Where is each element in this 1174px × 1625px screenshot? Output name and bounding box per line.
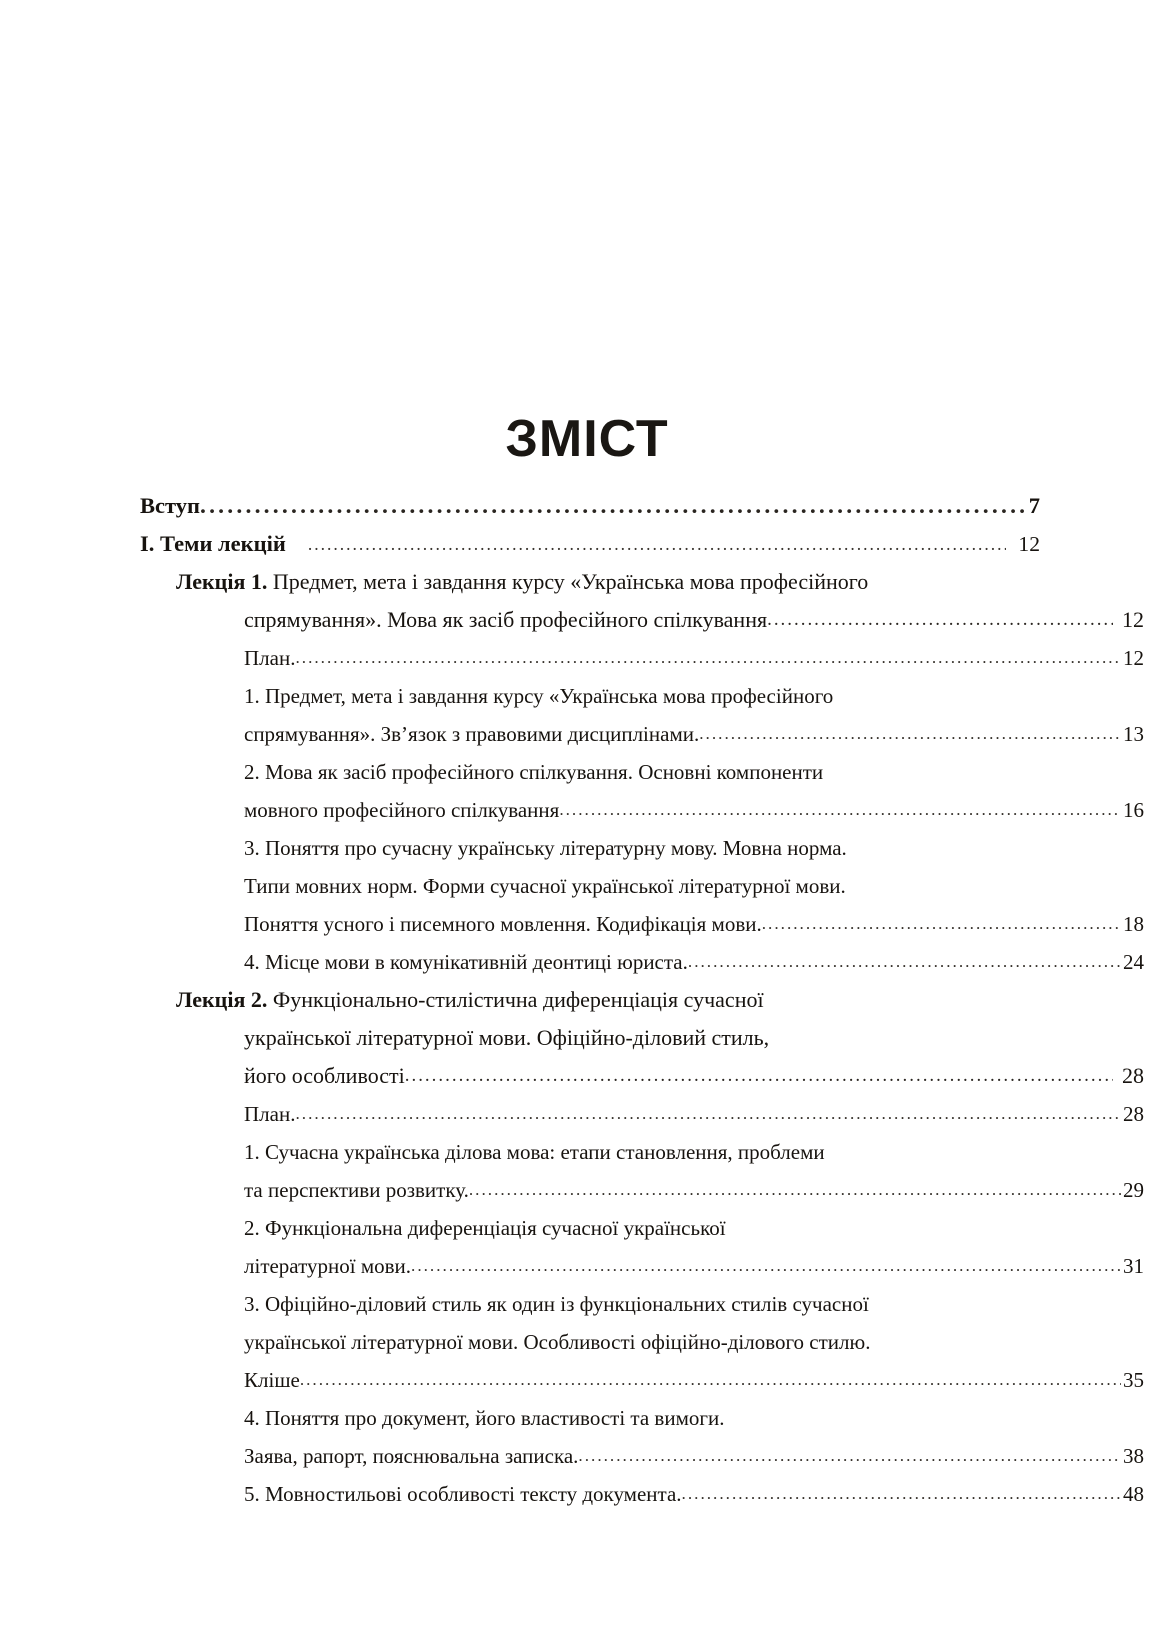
- dot-leader: [286, 541, 1007, 564]
- toc-entry-lekciya-2-plan: [244, 1095, 1144, 1133]
- lecture-label: Лекція 1.: [176, 569, 268, 594]
- toc-page-number: 7: [1028, 493, 1040, 518]
- toc-entry-text: Вступ: [140, 493, 200, 518]
- toc-page-number: 48: [1123, 1482, 1144, 1506]
- table-of-contents: [140, 487, 1144, 1513]
- toc-entry-lekciya-1-item-4: [244, 943, 1144, 981]
- toc-entry-lekciya-1-item-3-line-3: [244, 905, 1144, 943]
- toc-page-number: 12: [1018, 532, 1040, 556]
- toc-entry-text: План.: [244, 1102, 296, 1126]
- toc-page-number: 13: [1123, 722, 1144, 746]
- dot-leader: [699, 732, 1121, 753]
- toc-entry-text: 1. Сучасна українська ділова мова: етапи становлення, проблеми: [244, 1140, 825, 1164]
- toc-page-number: 35: [1123, 1368, 1144, 1392]
- toc-page-number: 28: [1122, 1063, 1144, 1088]
- toc-page-number: 38: [1123, 1444, 1144, 1468]
- toc-entry-lekciya-2-line-2: [244, 1019, 1144, 1057]
- dot-leader: [295, 1112, 1121, 1133]
- toc-entry-text: 2. Мова як засіб професійного спілкування. Основні компоненти: [244, 760, 824, 784]
- toc-entry-text: української літературної мови. Особливості офіційно-ділового стилю.: [244, 1330, 871, 1354]
- lecture-label: Лекція 2.: [176, 987, 268, 1012]
- toc-entry-text: Заява, рапорт, пояснювальна записка.: [244, 1444, 579, 1468]
- toc-entry-text: спрямування». Зв’язок з правовими дисциплінами.: [244, 722, 700, 746]
- dot-leader: [559, 808, 1121, 829]
- dot-leader: [411, 1264, 1121, 1285]
- toc-entry-text: його особливості: [244, 1063, 405, 1088]
- dot-leader: [469, 1188, 1121, 1209]
- dot-leader: [688, 960, 1121, 981]
- toc-entry-text: 2. Функціональна диференціація сучасної української: [244, 1216, 726, 1240]
- toc-entry-text: 4. Місце мови в комунікативній деонтиці юриста.: [244, 950, 688, 974]
- toc-entry-text: I. Теми лекцій: [140, 531, 286, 556]
- toc-entry-text: Типи мовних норм. Форми сучасної української літературної мови.: [244, 874, 846, 898]
- toc-entry-text: 5. Мовностильові особливості тексту документа.: [244, 1482, 682, 1506]
- toc-entry-text: Поняття усного і писемного мовлення. Кодифікація мови.: [244, 912, 762, 936]
- toc-entry-text: української літературної мови. Офіційно-діловий стиль,: [244, 1025, 770, 1050]
- toc-entry-text: Предмет, мета і завдання курсу «Українська мова професійного: [267, 569, 869, 594]
- toc-entry-vstup: [140, 487, 1040, 525]
- toc-entry-text: 1. Предмет, мета і завдання курсу «Українська мова професійного: [244, 684, 834, 708]
- toc-entry-lekciya-1-line-1: [176, 563, 1076, 601]
- dot-leader: [200, 503, 1028, 526]
- toc-entry-lekciya-2-item-1-line-2: [244, 1171, 1144, 1209]
- toc-entry-lekciya-1-item-2-line-1: [244, 753, 1144, 791]
- toc-entry-temy-lekcij: [140, 525, 1040, 563]
- toc-page-number: 29: [1123, 1178, 1144, 1202]
- toc-entry-lekciya-1-plan: [244, 639, 1144, 677]
- toc-entry-lekciya-2-item-4-line-1: [244, 1399, 1144, 1437]
- toc-entry-text: літературної мови.: [244, 1254, 412, 1278]
- toc-entry-lekciya-1-item-3-line-2: [244, 867, 1144, 905]
- toc-entry-text: та перспективи розвитку.: [244, 1178, 469, 1202]
- toc-page-number: 18: [1123, 912, 1144, 936]
- toc-entry-text: 3. Офіційно-діловий стиль як один із функціональних стилів сучасної: [244, 1292, 869, 1316]
- toc-entry-lekciya-2-line-3: [244, 1057, 1144, 1095]
- toc-entry-lekciya-2-line-1: [176, 981, 1076, 1019]
- toc-entry-lekciya-1-line-2: [244, 601, 1144, 639]
- toc-page-number: 12: [1122, 607, 1144, 632]
- toc-entry-lekciya-2-item-1-line-1: [244, 1133, 1144, 1171]
- toc-entry-lekciya-2-item-2-line-2: [244, 1247, 1144, 1285]
- toc-entry-lekciya-1-item-2-line-2: [244, 791, 1144, 829]
- dot-leader: [682, 1492, 1121, 1513]
- dot-leader: [405, 1073, 1113, 1095]
- dot-leader: [767, 617, 1113, 639]
- toc-entry-lekciya-2-item-3-line-1: [244, 1285, 1144, 1323]
- toc-entry-text: 4. Поняття про документ, його властивості та вимоги.: [244, 1406, 725, 1430]
- toc-entry-lekciya-2-item-3-line-2: [244, 1323, 1144, 1361]
- toc-entry-lekciya-1-item-1-line-1: [244, 677, 1144, 715]
- dot-leader: [762, 922, 1121, 943]
- dot-leader: [295, 656, 1121, 677]
- toc-entry-text: Функціонально-стилістична диференціація сучасної: [267, 987, 764, 1012]
- toc-entry-text: спрямування». Мова як засіб професійного спілкування: [244, 607, 768, 632]
- toc-page-number: 31: [1123, 1254, 1144, 1278]
- toc-entry-lekciya-2-item-4-line-2: [244, 1437, 1144, 1475]
- dot-leader: [300, 1378, 1121, 1399]
- toc-entry-text: Кліше: [244, 1368, 300, 1392]
- toc-entry-lekciya-2-item-3-line-3: [244, 1361, 1144, 1399]
- toc-page-number: 16: [1123, 798, 1144, 822]
- toc-entry-lekciya-1-item-3-line-1: [244, 829, 1144, 867]
- toc-entry-text: План.: [244, 646, 296, 670]
- toc-entry-lekciya-1-item-1-line-2: [244, 715, 1144, 753]
- dot-leader: [578, 1454, 1121, 1475]
- toc-page-number: 12: [1123, 646, 1144, 670]
- toc-entry-lekciya-2-item-2-line-1: [244, 1209, 1144, 1247]
- toc-page-number: 24: [1123, 950, 1144, 974]
- toc-entry-text: мовного професійного спілкування: [244, 798, 560, 822]
- toc-entry-lekciya-2-item-5: [244, 1475, 1144, 1513]
- toc-entry-text: 3. Поняття про сучасну українську літературну мову. Мовна норма.: [244, 836, 847, 860]
- page-title: ЗМІСТ: [505, 409, 669, 468]
- toc-page-number: 28: [1123, 1102, 1144, 1126]
